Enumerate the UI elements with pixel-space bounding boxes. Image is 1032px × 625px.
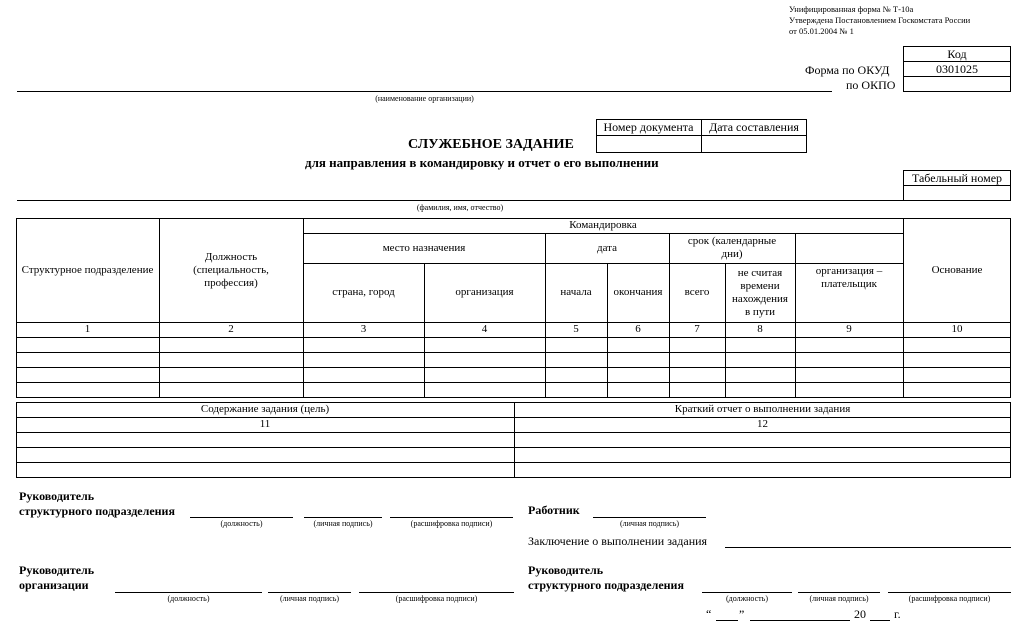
head-struct-label-1: Руководитель (19, 489, 95, 503)
col-num: 6 (635, 323, 641, 335)
doc-title: СЛУЖЕБНОЕ ЗАДАНИЕ (408, 137, 574, 152)
okud-value[interactable]: 0301025 (936, 62, 978, 76)
table-row[interactable] (16, 462, 1011, 478)
org-caption: (наименование организации) (375, 94, 474, 103)
date-year-suffix: г. (894, 607, 901, 621)
col-num: 2 (228, 323, 234, 335)
fio-caption: (фамилия, имя, отчество) (416, 203, 504, 212)
okpo-label: по ОКПО (846, 78, 896, 92)
cap-decode: (расшифровка подписи) (410, 519, 493, 528)
col-start-header: начала (560, 286, 592, 298)
cap-position: (должность) (167, 594, 210, 603)
date-quote-open: “ (706, 607, 712, 621)
org-name-field[interactable] (17, 91, 832, 92)
cap-sign: (личная подпись) (619, 519, 680, 528)
head-org-label-1: Руководитель (19, 563, 95, 577)
col-num: 5 (573, 323, 579, 335)
head-struct-sign-field[interactable] (304, 517, 382, 518)
head-struct2-position-field[interactable] (702, 592, 792, 593)
table-row[interactable] (16, 447, 1011, 462)
okpo-value-field[interactable] (903, 77, 1011, 92)
cap-sign: (личная подпись) (809, 594, 869, 603)
worker-sign-field[interactable] (593, 517, 706, 518)
task-right-num: 12 (757, 418, 768, 430)
worker-label: Работник (528, 503, 580, 517)
code-label: Код (947, 47, 967, 61)
okud-label: Форма по ОКУД (805, 63, 890, 77)
task-left-header: Содержание задания (цель) (200, 403, 330, 415)
table-row[interactable] (16, 432, 1011, 447)
col-num: 4 (481, 323, 488, 335)
form-header-line3: от 05.01.2004 № 1 (789, 26, 854, 36)
head-struct2-sign-field[interactable] (798, 592, 880, 593)
head-struct-position-field[interactable] (190, 517, 293, 518)
date-year-field[interactable] (870, 620, 890, 621)
col-num: 9 (846, 323, 852, 335)
cap-sign: (личная подпись) (279, 594, 340, 603)
col-position-header: Должность (специальность, профессия) (193, 250, 269, 289)
head-struct-label-2: структурного подразделения (19, 504, 175, 518)
col-payer-header: организация – плательщик (815, 264, 883, 290)
fio-field[interactable] (17, 200, 903, 201)
form-header-line2: Утверждена Постановлением Госкомстата России (789, 15, 971, 25)
cap-position: (должность) (220, 519, 263, 528)
col-num: 8 (757, 323, 763, 335)
table-row[interactable] (16, 352, 1011, 367)
col-num: 7 (694, 323, 700, 335)
cap-decode: (расшифровка подписи) (908, 594, 991, 603)
head-struct-decode-field[interactable] (390, 517, 513, 518)
head-struct2-decode-field[interactable] (888, 592, 1011, 593)
doc-number-label: Номер документа (603, 120, 694, 134)
col-end-header: окончания (613, 286, 663, 298)
trip-group-header: Командировка (569, 219, 637, 231)
form-header (789, 4, 970, 37)
task-left-num: 11 (259, 418, 271, 430)
table-row[interactable] (16, 382, 1011, 398)
col-basis-header: Основание (931, 263, 983, 276)
place-group-header: место назначения (382, 241, 466, 254)
conclusion-field[interactable] (725, 547, 1011, 548)
col-total-header: всего (684, 286, 710, 298)
col-excl-header: не считая времени нахождения в пути (732, 266, 788, 318)
date-group-header: дата (596, 241, 618, 254)
task-right-header: Краткий отчет о выполнении задания (674, 403, 851, 415)
tabel-field[interactable] (904, 186, 1010, 200)
head-org-position-field[interactable] (115, 592, 262, 593)
date-day-field[interactable] (716, 620, 738, 621)
head-org-decode-field[interactable] (359, 592, 514, 593)
col-num: 10 (951, 323, 963, 335)
term-group-header: срок (календарные дни) (687, 235, 777, 260)
head-org-label-2: организации (19, 578, 89, 592)
head-org-sign-field[interactable] (268, 592, 351, 593)
date-quote-close: ” (739, 607, 745, 621)
doc-date-field[interactable] (702, 136, 806, 152)
form-header-line1: Унифицированная форма № Т-10а (789, 4, 914, 14)
doc-date-label: Дата составления (709, 120, 799, 134)
date-month-field[interactable] (750, 620, 850, 621)
col-country-header: страна, город (332, 286, 395, 298)
col-num: 1 (84, 323, 91, 335)
doc-subtitle: для направления в командировку и отчет о его выполнении (305, 155, 659, 170)
doc-number-field[interactable] (597, 136, 700, 152)
col-org-header: организация (455, 286, 514, 298)
col-num: 3 (360, 323, 367, 335)
cap-position: (должность) (726, 594, 768, 603)
cap-decode: (расшифровка подписи) (395, 594, 478, 603)
head-struct2-label-1: Руководитель (528, 563, 604, 577)
table-row[interactable] (16, 367, 1011, 382)
col-struct-header: Структурное подразделение (21, 263, 154, 276)
conclusion-label: Заключение о выполнении задания (528, 534, 708, 548)
date-year-prefix: 20 (854, 607, 866, 621)
tabel-label: Табельный номер (911, 171, 1003, 185)
head-struct2-label-2: структурного подразделения (528, 578, 684, 592)
cap-sign: (личная подпись) (313, 519, 373, 528)
table-row[interactable] (16, 337, 1011, 352)
